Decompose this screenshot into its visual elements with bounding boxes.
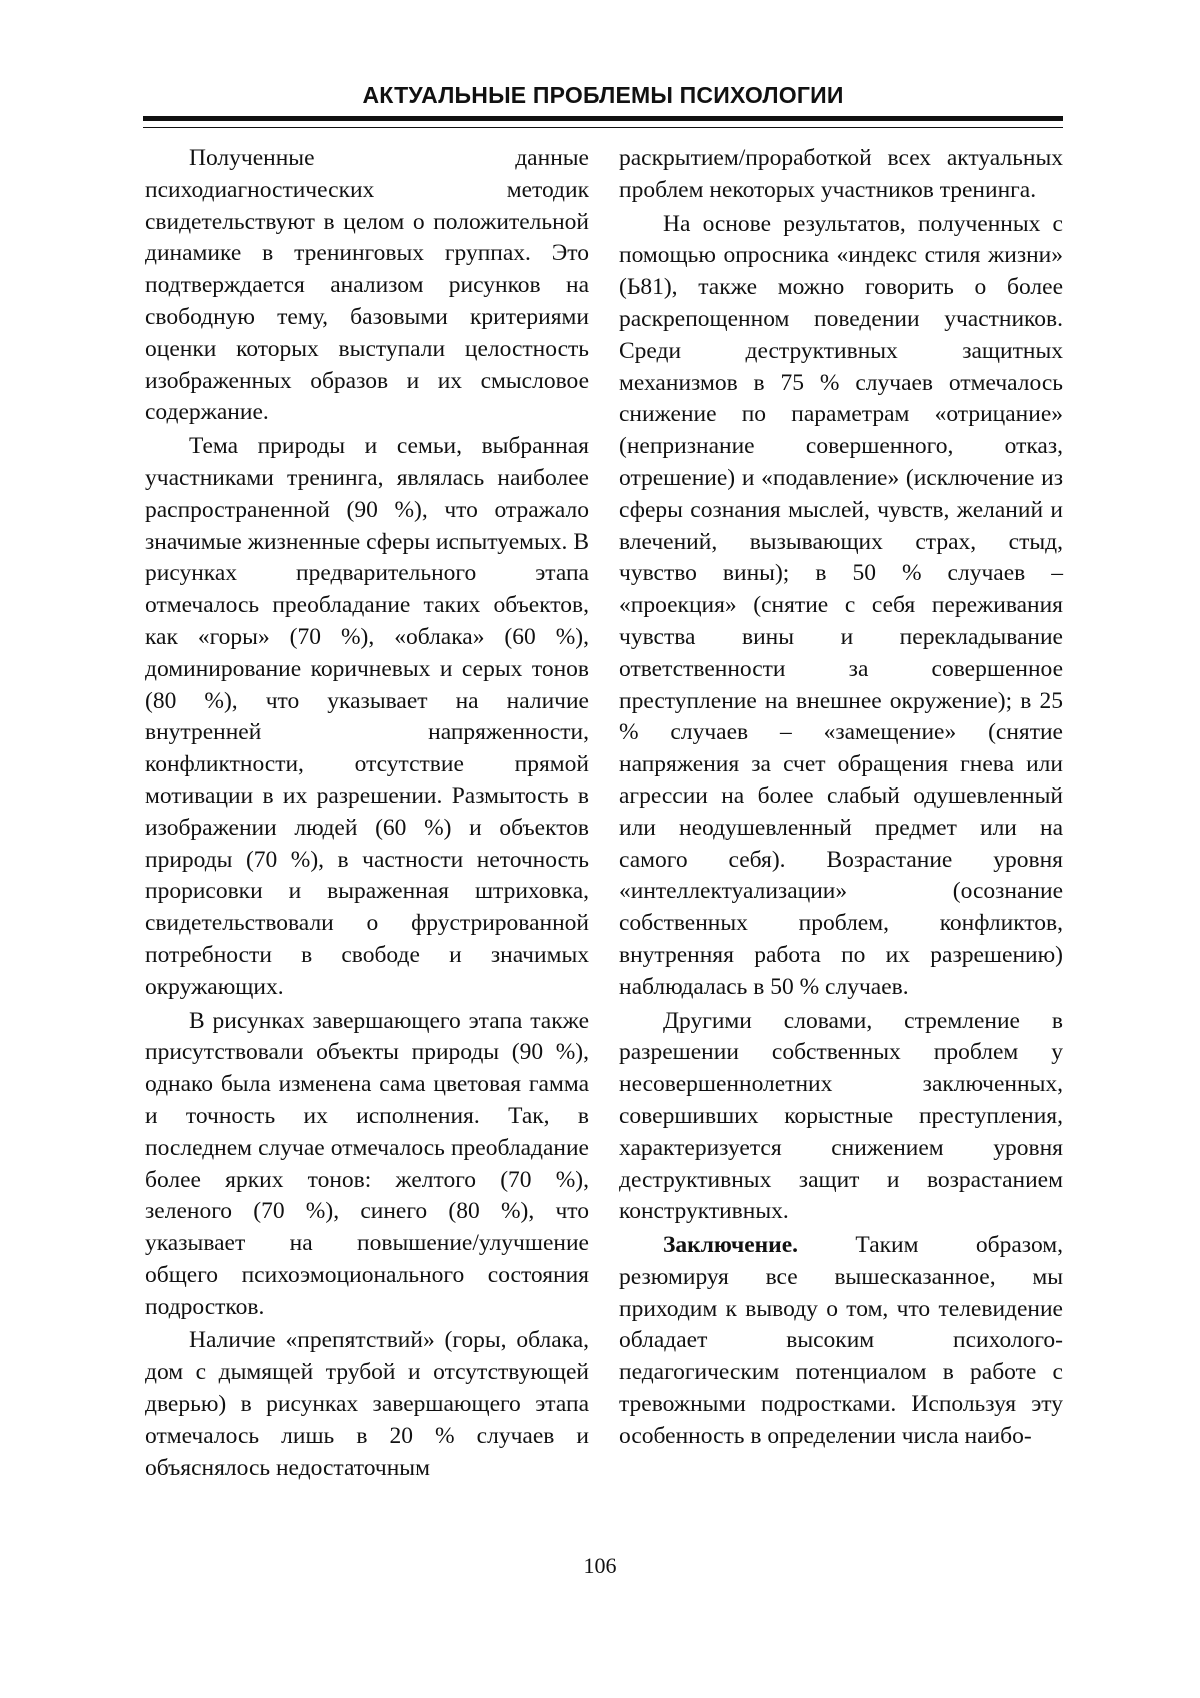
left-column bbox=[145, 143, 589, 1486]
paragraph-continuation: раскрытием/проработкой всех актуальных проблем некоторых участников тренинга. bbox=[619, 145, 1063, 203]
paragraph: Другими словами, стремление в разрешении собственных проблем у несовершеннолетних заключенных, совершивших корыстные преступления, характеризуется снижением уровня деструктивных защит и возрастанием конструктивных. bbox=[619, 1007, 1063, 1225]
running-title: АКТУАЛЬНЫЕ ПРОБЛЕМЫ ПСИХОЛОГИИ bbox=[362, 82, 844, 108]
paragraph: Наличие «препятствий» (горы, облака, дом с дымящей трубой и отсутствующей дверью) в рисунках завершающего этапа отмечалось лишь в 20 % случаев и объяснялось недостаточным bbox=[145, 1327, 589, 1481]
page-number: 106 bbox=[583, 1553, 617, 1578]
right-column bbox=[619, 143, 1063, 1455]
conclusion-label: Заключение. bbox=[663, 1232, 799, 1259]
paragraph: На основе результатов, полученных с помощью опросника «индекс стиля жизни» (Ь81), также можно говорить о более раскрепощенном поведении участников. Среди деструктивных защитных механизмов в 75 % случаев отмечалось снижение по параметрам «отрицание» (непризнание совершенного, отказ, отрешение) и «подавление» (исключение из сферы сознания мыслей, чувств, желаний и влечений, вызывающих страх, стыд, чувство вины); в 50 % случаев – «проекция» (снятие с себя переживания чувства вины и перекладывание ответственности за совершенное преступление на внешнее окружение); в 25 % случаев – «замещение» (снятие напряжения за счет обращения гнева или агрессии на более слабый одушевленный или неодушевленный предмет или на самого себя). Возрастание уровня «интеллектуализации» (осознание собственных проблем, конфликтов, внутренняя работа по их разрешению) наблюдалась в 50 % случаев. bbox=[619, 210, 1063, 1000]
paragraph: Полученные данные психодиагностических методик свидетельствуют в целом о положительной динамике в тренинговых группах. Это подтверждается анализом рисунков на свободную тему, базовыми критериями оценки которых выступали целостность изображенных образов и их смысловое содержание. bbox=[145, 145, 589, 426]
paragraph: Тема природы и семьи, выбранная участниками тренинга, являлась наиболее распространенной (90 %), что отражало значимые жизненные сферы испытуемых. В рисунках предварительного этапа отмечалось преобладание таких объектов, как «горы» (70 %), «облака» (60 %), доминирование коричневых и серых тонов (80 %), что указывает на наличие внутренней напряженности, конфликтности, отсутствие прямой мотивации в их разрешении. Размытость в изображении людей (60 %) и объектов природы (70 %), в частности неточность прорисовки и выраженная штриховка, свидетельствовали о фрустрированной потребности в свободе и значимых окружающих. bbox=[145, 433, 589, 1000]
header-rule-thick bbox=[143, 116, 1063, 121]
paragraph: В рисунках завершающего этапа также присутствовали объекты природы (90 %), однако была изменена сама цветовая гамма и точность их исполнения. Так, в последнем случае отмечалось преобладание более ярких тонов: желтого (70 %), зеленого (70 %), синего (80 %), что указывает на повышение/улучшение общего психоэмоционального состояния подростков. bbox=[145, 1007, 589, 1320]
conclusion-text: Таким образом, резюмируя все вышесказанное, мы приходим к выводу о том, что телевидение обладает высоким психолого-педагогическим потенциалом в работе с тревожными подростками. Используя эту особенность в определении числа наибо- bbox=[619, 1232, 1063, 1449]
header-rule-thin bbox=[143, 127, 1063, 128]
conclusion-paragraph bbox=[619, 1230, 1063, 1453]
